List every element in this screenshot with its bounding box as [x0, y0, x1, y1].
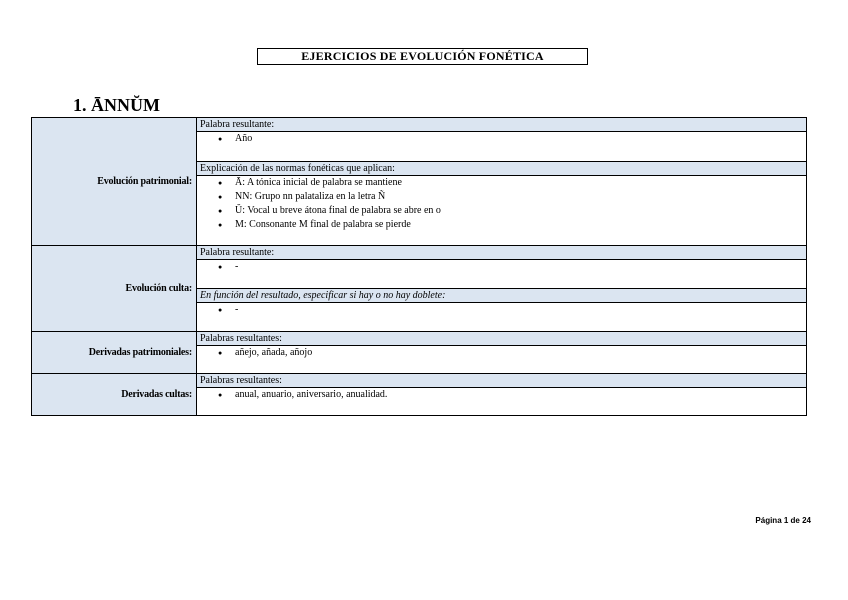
label-derivadas-cultas: Derivadas cultas: — [32, 374, 197, 416]
cell-derivadas-patrimoniales — [197, 346, 807, 374]
label-evolucion-patrimonial: Evolución patrimonial: — [32, 118, 197, 246]
header-palabras-resultantes: Palabras resultantes: — [197, 374, 807, 388]
cell-explicacion — [197, 176, 807, 246]
header-palabra-resultante: Palabra resultante: — [197, 246, 807, 260]
list-item: ● M: Consonante M final de palabra se pierde — [235, 218, 806, 232]
cell-palabra-resultante — [197, 132, 807, 162]
header-explicacion: Explicación de las normas fonéticas que aplican: — [197, 162, 807, 176]
list-item: ● - — [235, 260, 806, 274]
list-item: ● añejo, añada, añojo — [235, 346, 806, 360]
list-item: ● Año — [235, 132, 806, 146]
cell-derivadas-cultas — [197, 388, 807, 416]
evolution-table — [31, 117, 807, 416]
header-palabras-resultantes: Palabras resultantes: — [197, 332, 807, 346]
list-item: ● anual, anuario, aniversario, anualidad. — [235, 388, 806, 402]
document-title: EJERCICIOS DE EVOLUCIÓN FONÉTICA — [257, 48, 588, 65]
cell-doblete — [197, 303, 807, 332]
list-item: ● Ŭ: Vocal u breve átona final de palabra se abre en o — [235, 204, 806, 218]
cell-palabra-resultante — [197, 260, 807, 289]
section-heading: 1. ĀNNŬM — [73, 95, 160, 115]
label-derivadas-patrimoniales: Derivadas patrimoniales: — [32, 332, 197, 374]
list-item: ● Ā: A tónica inicial de palabra se mantiene — [235, 176, 806, 190]
list-item: ● - — [235, 303, 806, 317]
list-item: ● NN: Grupo nn palataliza en la letra Ñ — [235, 190, 806, 204]
label-evolucion-culta: Evolución culta: — [32, 246, 197, 332]
page-number: Página 1 de 24 — [755, 516, 811, 525]
header-palabra-resultante: Palabra resultante: — [197, 118, 807, 132]
header-doblete: En función del resultado, especificar si hay o no hay doblete: — [197, 289, 807, 303]
